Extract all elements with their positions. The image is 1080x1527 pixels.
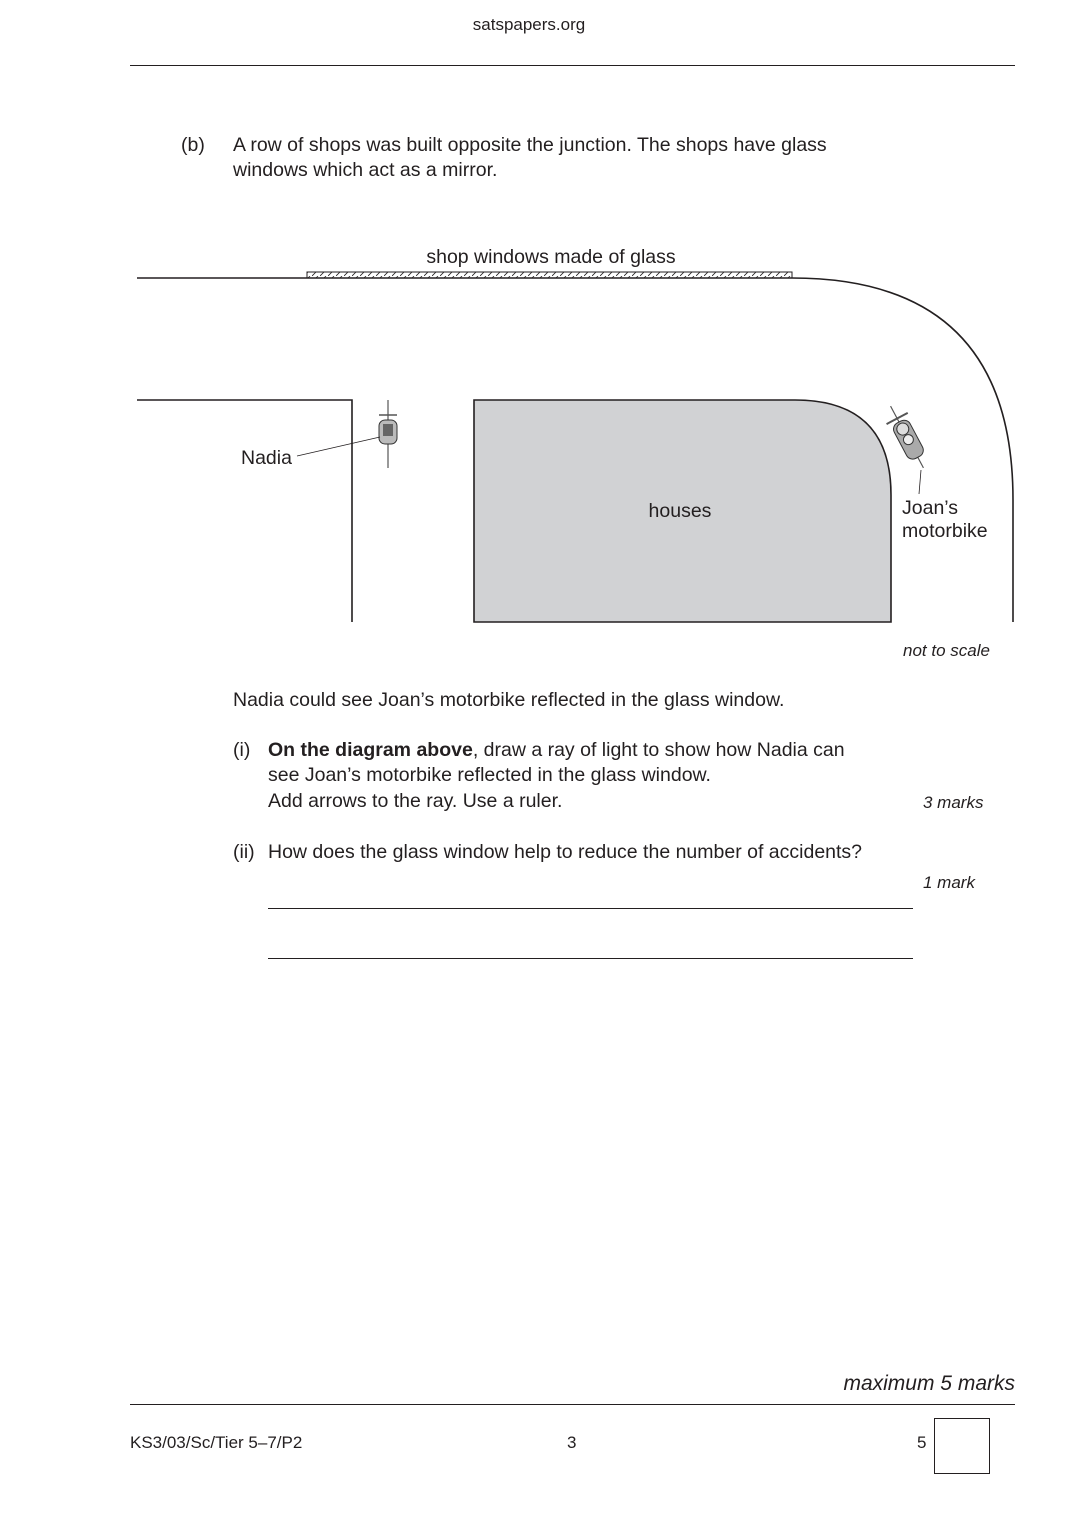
- joan-leader-line: [919, 470, 921, 494]
- intro-line-1: A row of shops was built opposite the junction. The shops have glass: [233, 134, 827, 156]
- nadia-leader-line: [297, 437, 380, 456]
- joan-label-line-2: motorbike: [902, 520, 988, 542]
- answer-line-2[interactable]: [268, 958, 913, 959]
- sub-i-line-1-rest: , draw a ray of light to show how Nadia can: [472, 739, 845, 761]
- site-header: satspapers.org: [472, 15, 586, 34]
- not-to-scale-note: not to scale: [903, 641, 990, 660]
- joan-label-line-1: Joan’s: [902, 497, 959, 519]
- sub-i-line-1: [268, 738, 845, 763]
- intro-line-2: windows which act as a mirror.: [233, 159, 498, 181]
- page-number: 3: [567, 1433, 577, 1452]
- sub-i-line-3: Add arrows to the ray. Use a ruler.: [268, 790, 563, 812]
- answer-line-1[interactable]: [268, 908, 913, 909]
- road-diagram[interactable]: [0, 0, 1080, 680]
- nadia-label: Nadia: [241, 447, 292, 469]
- footer-rule: [130, 1404, 1015, 1405]
- shop-window-glass: [307, 272, 792, 278]
- sub-i-number: (i): [233, 739, 251, 761]
- sub-ii-number: (ii): [233, 841, 255, 863]
- paper-code: KS3/03/Sc/Tier 5–7/P2: [130, 1433, 303, 1452]
- sub-i-marks: 3 marks: [923, 793, 984, 812]
- statement: Nadia could see Joan’s motorbike reflected in the glass window.: [233, 689, 785, 711]
- total-marks: 5: [917, 1433, 927, 1452]
- sub-i-bold: On the diagram above: [268, 739, 473, 761]
- houses-label: houses: [648, 500, 712, 522]
- marks-box[interactable]: [934, 1418, 990, 1474]
- left-block-edge: [137, 400, 352, 622]
- sub-i-line-2: see Joan’s motorbike reflected in the glass window.: [268, 764, 711, 786]
- sub-ii-text: How does the glass window help to reduce the number of accidents?: [268, 841, 863, 863]
- maximum-marks: maximum 5 marks: [843, 1372, 1015, 1395]
- nadia-bicycle-icon: [379, 400, 397, 468]
- shop-windows-label: shop windows made of glass: [426, 246, 676, 268]
- sub-ii-marks: 1 mark: [923, 873, 975, 892]
- part-label: (b): [181, 134, 205, 156]
